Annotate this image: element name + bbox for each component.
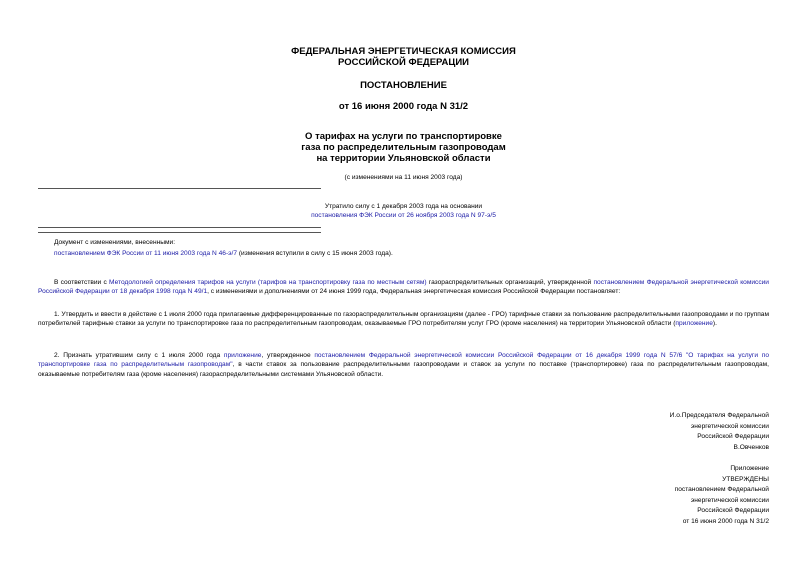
signature-block bbox=[560, 411, 769, 453]
paragraph-text: газораспределительных организаций, утвержденной bbox=[426, 279, 594, 286]
paragraph-text: , с изменениями и дополнениями от 24 июня 1999 года, Федеральная энергетическая комиссия Российской Федерации постановляет: bbox=[207, 288, 621, 296]
appendix-line: энергетической комиссии bbox=[690, 496, 769, 504]
resolution-57-6-link[interactable]: постановлением Федеральной энергетической комиссии Российской Федерации от 16 декабря 1999 года N 57/6 "О тарифах на услуги по транспортировке газа по распределительным газопроводам" bbox=[38, 352, 769, 369]
changes-tail: (изменения вступили в силу с 15 июня 2003 года). bbox=[237, 250, 393, 257]
appendix-link[interactable]: приложение bbox=[223, 352, 262, 359]
org-line-2: РОССИЙСКОЙ ФЕДЕРАЦИИ bbox=[337, 57, 469, 68]
appendix-line: Приложение bbox=[730, 465, 769, 472]
doc-type: ПОСТАНОВЛЕНИЕ bbox=[360, 80, 447, 91]
changes-intro: Документ с изменениями, внесенными: bbox=[54, 239, 176, 246]
lost-force-text: Утратило силу с 1 декабря 2003 года на основании bbox=[324, 203, 483, 210]
signature-line: И.о.Председателя Федеральной bbox=[669, 412, 769, 419]
doc-date: от 16 июня 2000 года N 31/2 bbox=[338, 101, 469, 112]
paragraph-text: , утвержденное bbox=[261, 352, 315, 359]
paragraph-text: В соответствии с bbox=[54, 279, 110, 286]
title-line-1: О тарифах на услуги по транспортировке bbox=[305, 131, 502, 142]
divider bbox=[38, 232, 321, 233]
title-line-3: на территории Ульяновской области bbox=[316, 153, 491, 164]
title-line-2: газа по распределительным газопроводам bbox=[301, 142, 506, 153]
changes-link[interactable]: постановлением ФЭК России от 11 июня 2003 года N 46-э/7 bbox=[54, 250, 238, 257]
signature-line: Российской Федерации bbox=[697, 433, 769, 440]
doc-title bbox=[200, 131, 607, 164]
resolution-49-1-link[interactable]: постановлением Федеральной энергетической комиссии Российской Федерации от 18 декабря 1998 года N 49/1 bbox=[38, 279, 769, 296]
paragraph-text: , в части ставок за пользование распределительными газопроводами и ставок за услуги по поставке (транспортировке) газа по распределительным газопроводам, оказываемые потребителям газа (кроме населения) газораспределительными системами Ульяновской области. bbox=[38, 361, 769, 378]
paragraph-1 bbox=[38, 278, 769, 297]
org-line-1: ФЕДЕРАЛЬНАЯ ЭНЕРГЕТИЧЕСКАЯ КОМИССИЯ bbox=[291, 46, 516, 57]
divider bbox=[38, 227, 321, 228]
org-name bbox=[200, 46, 607, 68]
appendix-link[interactable]: приложение bbox=[675, 320, 713, 328]
methodology-link[interactable]: Методологией определения тарифов на услуги (тарифов на транспортировку газа по местным сетям) bbox=[109, 279, 427, 286]
appendix-line: УТВЕРЖДЕНЫ bbox=[722, 475, 769, 483]
paragraph-3 bbox=[38, 351, 769, 379]
divider bbox=[38, 188, 321, 189]
appendix-line: от 16 июня 2000 года N 31/2 bbox=[682, 517, 769, 525]
lost-force-link[interactable]: постановления ФЭК России от 26 ноября 2003 года N 97-э/5 bbox=[311, 212, 496, 219]
paragraph-text: 1. Утвердить и ввести в действие с 1 июля 2000 года прилагаемые дифференцированные по газораспределительным организациям (далее - ГРО) тарифные ставки за пользование распределительными газопроводами и по группам потребителей тарифные ставки за услуги по транспортировке газа по распределительным газопроводам, оказываемые ГРО потребителям услуг ГРО (кроме населения) на территории Ульяновской области ( bbox=[38, 311, 769, 328]
paragraph-text: 2. Признать утратившим силу с 1 июля 2000 года bbox=[54, 352, 224, 359]
amendment-note: (с изменениями на 11 июня 2003 года) bbox=[344, 174, 463, 181]
changes-line bbox=[54, 249, 654, 258]
paragraph-text: ). bbox=[712, 320, 717, 328]
appendix-line: Российской Федерации bbox=[697, 507, 769, 514]
paragraph-2 bbox=[38, 310, 769, 329]
signature-name: В.Овченков bbox=[733, 443, 769, 451]
signature-line: энергетической комиссии bbox=[690, 422, 769, 430]
appendix-header bbox=[560, 464, 769, 527]
appendix-line: постановлением Федеральной bbox=[674, 486, 769, 493]
